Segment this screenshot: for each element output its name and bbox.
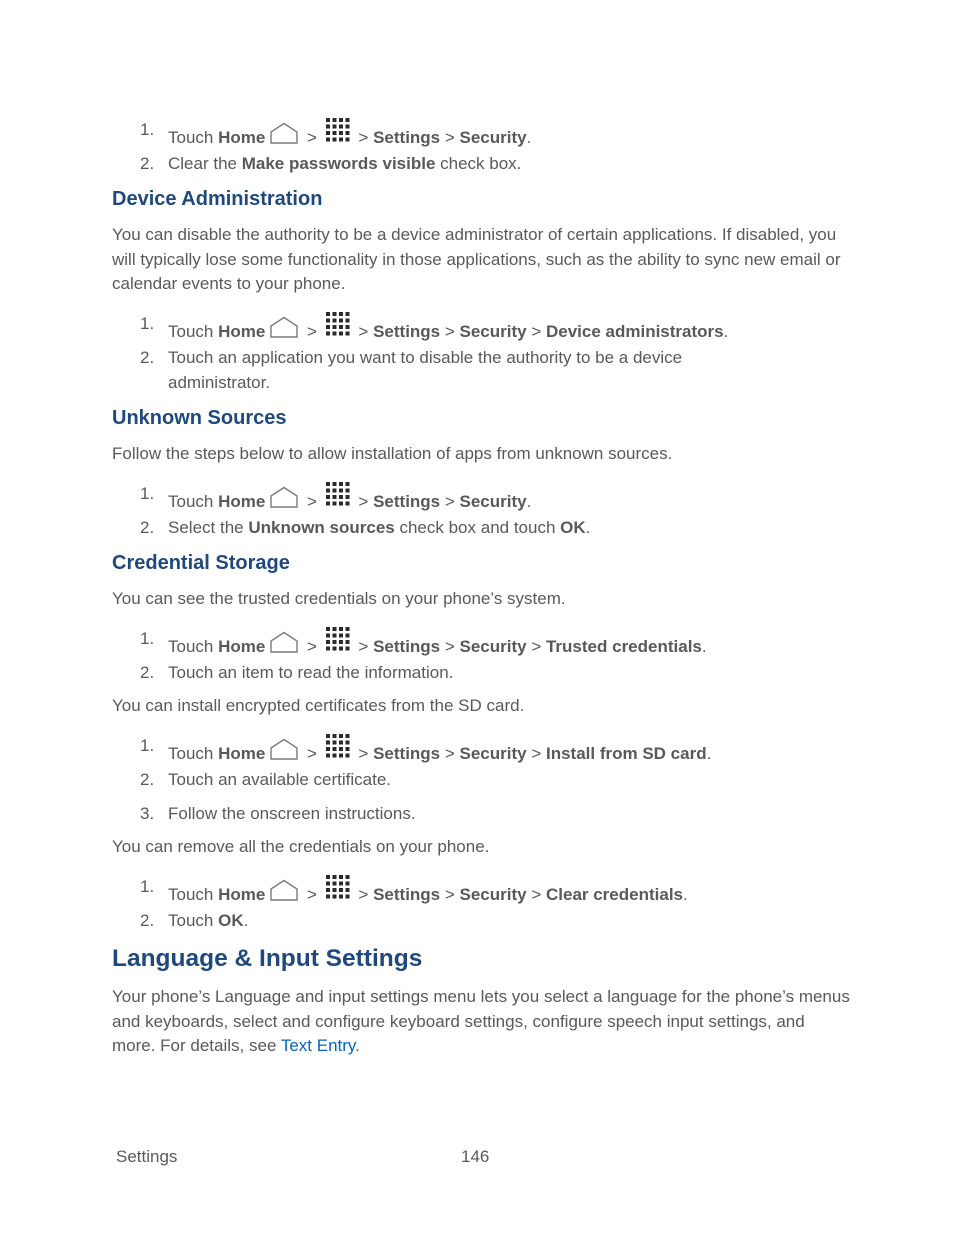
footer-page-number: 146	[461, 1147, 490, 1166]
apps-grid-icon	[325, 311, 351, 337]
home-icon	[269, 879, 299, 901]
home-icon	[269, 631, 299, 653]
apps-grid-icon	[325, 874, 351, 900]
manual-page: 1. Touch Home > > Settings > Security. 2. Clear the Make passwords visible check box. Device Administration You can disable the authority to be a device administrator of certain applications. If disabled, you will typically lose some functionality in those applications, such as the ability to sync new email or calendar events to your phone. 1. Touch Home > > Settings > Security > Device administrators. 2. Touch an application you want to disable the authority to be a device administrator. Unknown Sources Follow the steps below to allow installation of apps from unknown sources. 1. Touch Home > > Settings > Security. 2. Select the Unknown sources check box and touch OK. Credential Storage You can see the trusted credentials on your phone’s system. 1. Touch Home > > Settings > Security > Trusted credentials. 2. Touch an item to read the information. You can install encrypted certificates from the SD card. 1. Touch Home > > Settings > Security > Install from SD card. 2. Touch an available certificate. 3. Follow the onscreen instructions. You can remove all the credentials on your phone. 1. Touch Home > > Settings > Security > Clear credentials. 2. Touch OK. Language & Input Settings Your phone’s Language and input settings menu lets you select a language for the phone’s menus and keyboards, select and configure keyboard settings, configure speech input settings, and more. For details, see Text Entry. Settings 146	[0, 0, 954, 1235]
unknown-sources-paragraph: Follow the steps below to allow installation of apps from unknown sources.	[112, 444, 673, 463]
text-entry-link[interactable]: Text Entry	[280, 1036, 356, 1055]
home-icon	[269, 486, 299, 508]
device-admin-paragraph: You can disable the authority to be a device administrator of certain applications. If disabled, you will typically lose some functionality in those applications, such as the ability to sync new email or calendar events to your phone.	[112, 225, 841, 293]
credential-storage-paragraph-3: You can remove all the credentials on your phone.	[112, 837, 490, 856]
home-icon	[269, 316, 299, 338]
footer-section-name: Settings	[116, 1147, 178, 1166]
apps-grid-icon	[325, 733, 351, 759]
home-icon	[269, 738, 299, 760]
apps-grid-icon	[325, 117, 351, 143]
heading-unknown-sources: Unknown Sources	[112, 407, 287, 429]
credential-storage-paragraph-2: You can install encrypted certificates from the SD card.	[112, 696, 525, 715]
heading-language-input-settings: Language & Input Settings	[112, 945, 423, 972]
credential-storage-paragraph-1: You can see the trusted credentials on your phone’s system.	[112, 589, 566, 608]
heading-device-administration: Device Administration	[112, 188, 323, 210]
language-input-paragraph: Your phone’s Language and input settings menu lets you select a language for the phone’s menus and keyboards, select and configure keyboard settings, configure speech input settings, and more. For details, see Text Entry.	[112, 987, 850, 1055]
apps-grid-icon	[325, 626, 351, 652]
home-icon	[269, 122, 299, 144]
apps-grid-icon	[325, 481, 351, 507]
heading-credential-storage: Credential Storage	[112, 552, 290, 574]
